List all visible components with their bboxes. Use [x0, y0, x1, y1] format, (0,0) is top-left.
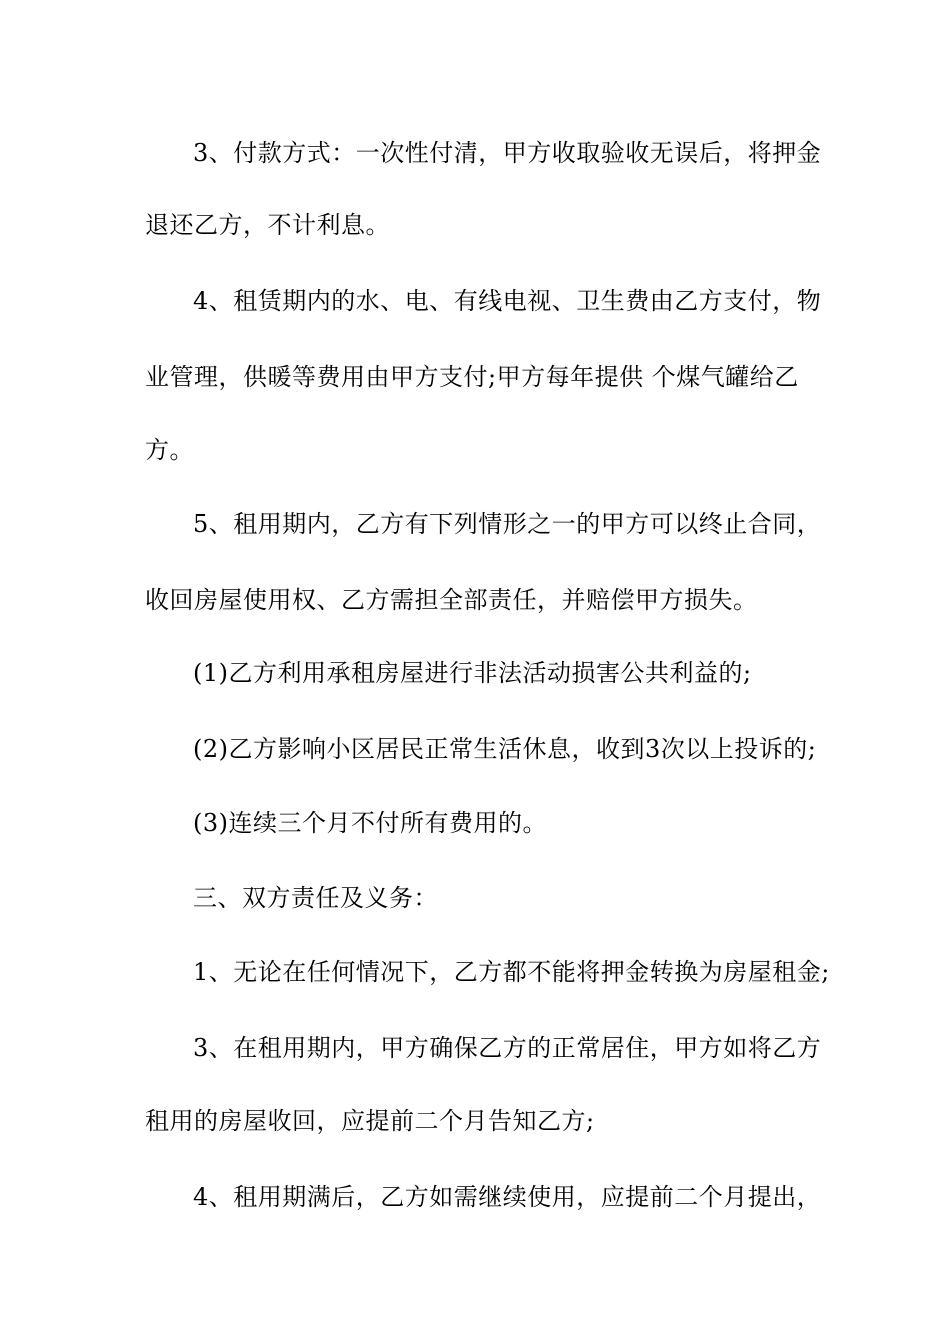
sub-item-1: (1)乙方利用承租房屋进行非法活动损害公共利益的;	[193, 659, 752, 687]
duty-item-3-line-2: 租用的房屋收回，应提前二个月告知乙方;	[145, 1107, 595, 1135]
clause-5-termination-line-2: 收回房屋使用权、乙方需担全部责任，并赔偿甲方损失。	[145, 586, 758, 614]
clause-3-payment-line-1: 3、付款方式：一次性付清，甲方收取验收无误后，将押金	[193, 139, 822, 167]
section-heading-responsibilities: 三、双方责任及义务：	[193, 884, 438, 912]
sub-item-2: (2)乙方影响小区居民正常生活休息，收到3次以上投诉的;	[193, 735, 817, 763]
clause-4-fees-line-1: 4、租赁期内的水、电、有线电视、卫生费由乙方支付，物	[193, 287, 822, 315]
duty-item-1: 1、无论在任何情况下，乙方都不能将押金转换为房屋租金;	[193, 958, 830, 986]
clause-5-termination-line-1: 5、租用期内，乙方有下列情形之一的甲方可以终止合同，	[193, 510, 822, 538]
sub-item-3: (3)连续三个月不付所有费用的。	[193, 809, 547, 837]
clause-4-fees-line-3: 方。	[145, 436, 194, 464]
duty-item-3-line-1: 3、在租用期内，甲方确保乙方的正常居住，甲方如将乙方	[193, 1034, 822, 1062]
clause-4-fees-line-2: 业管理，供暖等费用由甲方支付;甲方每年提供 个煤气罐给乙	[145, 363, 799, 391]
duty-item-4-line-1: 4、租用期满后，乙方如需继续使用，应提前二个月提出，	[193, 1183, 822, 1211]
clause-3-payment-line-2: 退还乙方，不计利息。	[145, 211, 390, 239]
